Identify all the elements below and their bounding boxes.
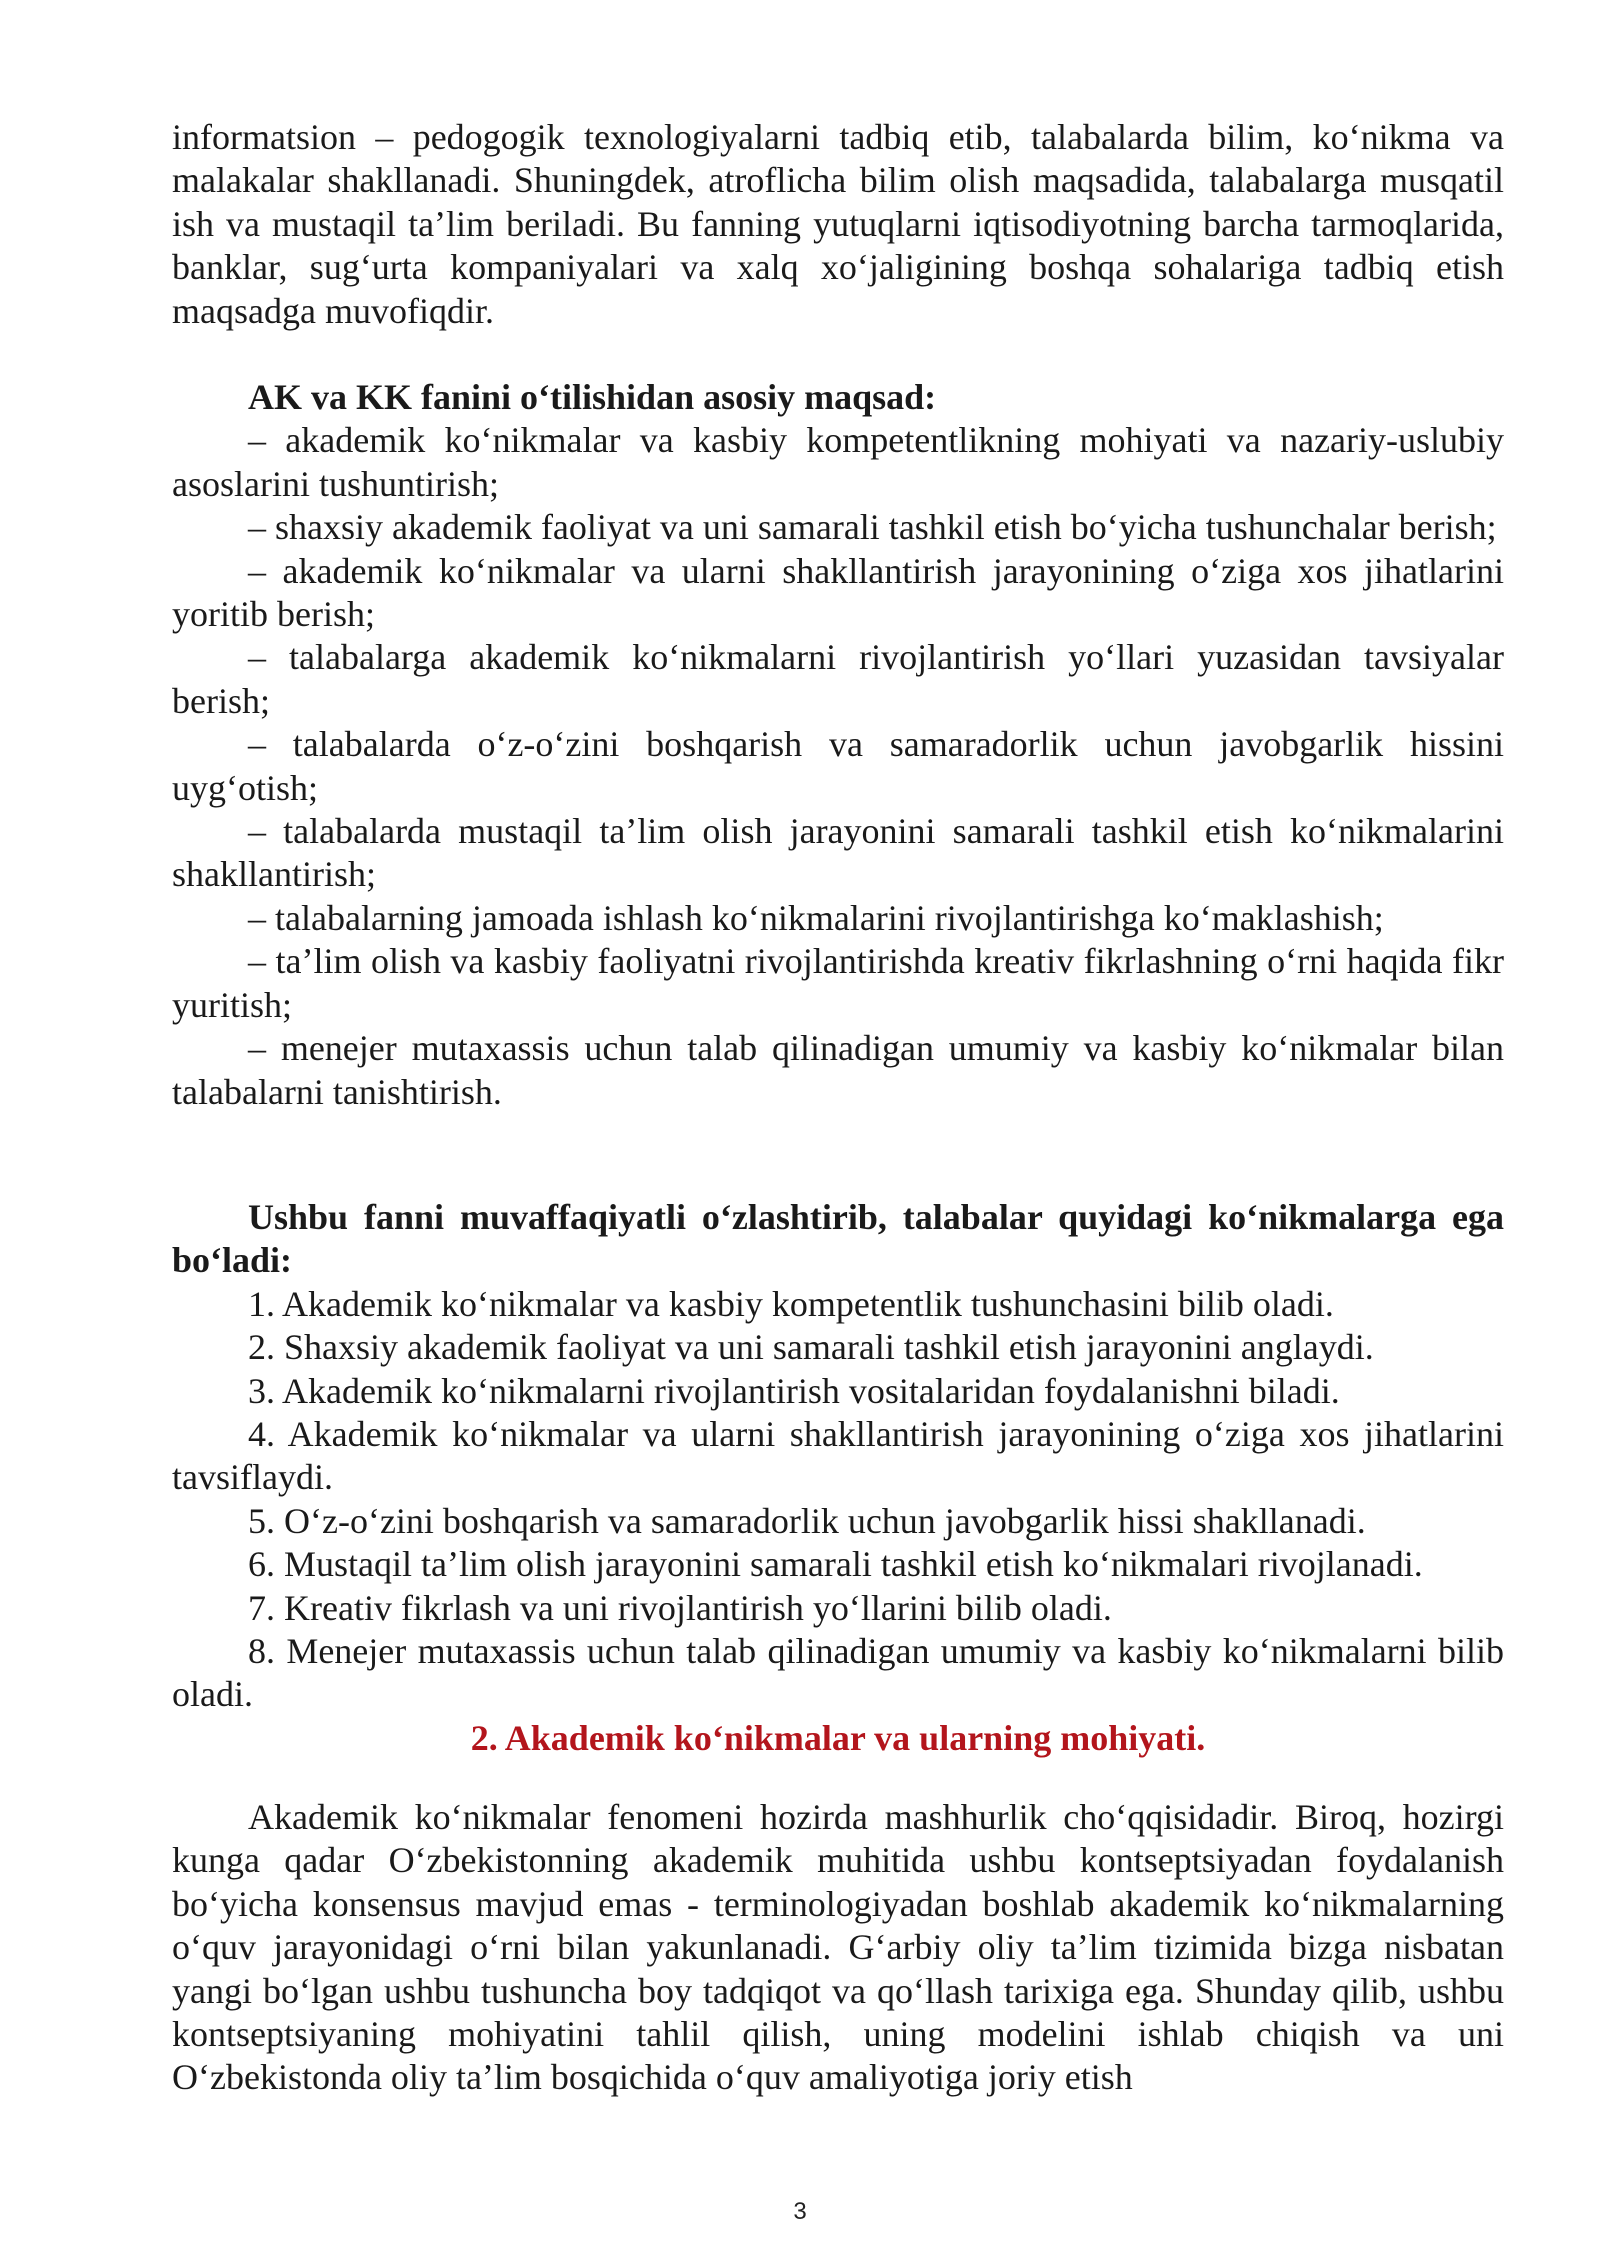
goal-item: – akademik koʻnikmalar va ularni shakllantirish jarayonining oʻziga xos jihatlarini yoritib berish;: [172, 550, 1504, 635]
outcome-item: 6. Mustaqil taʼlim olish jarayonini samarali tashkil etish koʻnikmalari rivojlanadi.: [248, 1544, 1423, 1585]
outcomes-section: [172, 1196, 1504, 1760]
goal-item: – shaxsiy akademik faoliyat va uni samarali tashkil etish boʻyicha tushunchalar berish;: [248, 507, 1497, 548]
outcomes-title: Ushbu fanni muvaffaqiyatli oʻzlashtirib, talabalar quyidagi koʻnikmalarga ega boʻladi:: [172, 1197, 1504, 1281]
section-paragraph: Akademik koʻnikmalar fenomeni hozirda mashhurlik choʻqqisidadir. Biroq, hozirgi kunga qadar Oʻzbekistonning akademik muhitida ushbu kontseptsiyadan foydalanish boʻyicha konsensus mavjud emas - terminologiyadan boshlab akademik koʻnikmalarning oʻquv jarayonidagi oʻrni bilan yakunlanadi. Gʻarbiy oliy taʼlim tizimida bizga nisbatan yangi boʻlgan ushbu tushuncha boy tadqiqot va qoʻllash tarixiga ega. Shunday qilib, ushbu kontseptsiyaning mohiyatini tahlil qilish, uning modelini ishlab chiqish va uni Oʻzbekistonda oliy taʼlim bosqichida oʻquv amaliyotiga joriy etish: [172, 1797, 1504, 2098]
goal-item: – talabalarning jamoada ishlash koʻnikmalarini rivojlantirishga koʻmaklashish;: [248, 897, 1384, 938]
goals-section: [172, 376, 1504, 1114]
section-body: [172, 1796, 1504, 2100]
goal-item: – talabalarda oʻz-oʻzini boshqarish va samaradorlik uchun javobgarlik hissini uygʻotish;: [172, 724, 1504, 808]
goals-title: AK va KK fanini oʻtilishidan asosiy maqsad:: [248, 377, 937, 417]
page-number: 3: [793, 2198, 807, 2225]
outcome-item: 8. Menejer mutaxassis uchun talab qilinadigan umumiy va kasbiy koʻnikmalarni bilib oladi.: [172, 1631, 1504, 1715]
outcome-item: 1. Akademik koʻnikmalar va kasbiy kompetentlik tushunchasini bilib oladi.: [248, 1283, 1334, 1324]
outcome-item: 5. Oʻz-oʻzini boshqarish va samaradorlik uchun javobgarlik hissi shakllanadi.: [248, 1500, 1366, 1541]
section-heading: 2. Akademik koʻnikmalar va ularning mohiyati.: [470, 1717, 1206, 1758]
goal-item: – taʼlim olish va kasbiy faoliyatni rivojlantirishda kreativ fikrlashning oʻrni haqida fikr yuritish;: [172, 941, 1504, 1025]
outcome-item: 3. Akademik koʻnikmalarni rivojlantirish vositalaridan foydalanishni biladi.: [248, 1370, 1340, 1411]
goal-item: – menejer mutaxassis uchun talab qilinadigan umumiy va kasbiy koʻnikmalar bilan talabalarni tanishtirish.: [172, 1028, 1504, 1112]
goal-item: – talabalarda mustaqil taʼlim olish jarayonini samarali tashkil etish koʻnikmalarini shakllantirish;: [172, 811, 1504, 895]
outcome-item: 4. Akademik koʻnikmalar va ularni shakllantirish jarayonining oʻziga xos jihatlarini tavsiflaydi.: [172, 1414, 1504, 1498]
intro-paragraph: informatsion – pedogogik texnologiyalarni tadbiq etib, talabalarda bilim, koʻnikma va malakalar shakllanadi. Shuningdek, atroflicha bilim olish maqsadida, talabalarga musqatil ish va mustaqil taʼlim beriladi. Bu fanning yutuqlarni iqtisodiyotning barcha tarmoqlarida, banklar, sugʻurta kompaniyalari va xalq xoʻjaligining boshqa sohalariga tadbiq etish maqsadga muvofiqdir.: [172, 117, 1504, 331]
outcome-item: 2. Shaxsiy akademik faoliyat va uni samarali tashkil etish jarayonini anglaydi.: [248, 1327, 1374, 1368]
outcome-item: 7. Kreativ fikrlash va uni rivojlantirish yoʻllarini bilib oladi.: [248, 1587, 1112, 1628]
goal-item: – talabalarga akademik koʻnikmalarni rivojlantirish yoʻllari yuzasidan tavsiyalar berish;: [172, 637, 1504, 721]
goal-item: – akademik koʻnikmalar va kasbiy kompetentlikning mohiyati va nazariy-uslubiy asoslarini tushuntirish;: [172, 420, 1504, 504]
intro-block: [172, 116, 1504, 333]
